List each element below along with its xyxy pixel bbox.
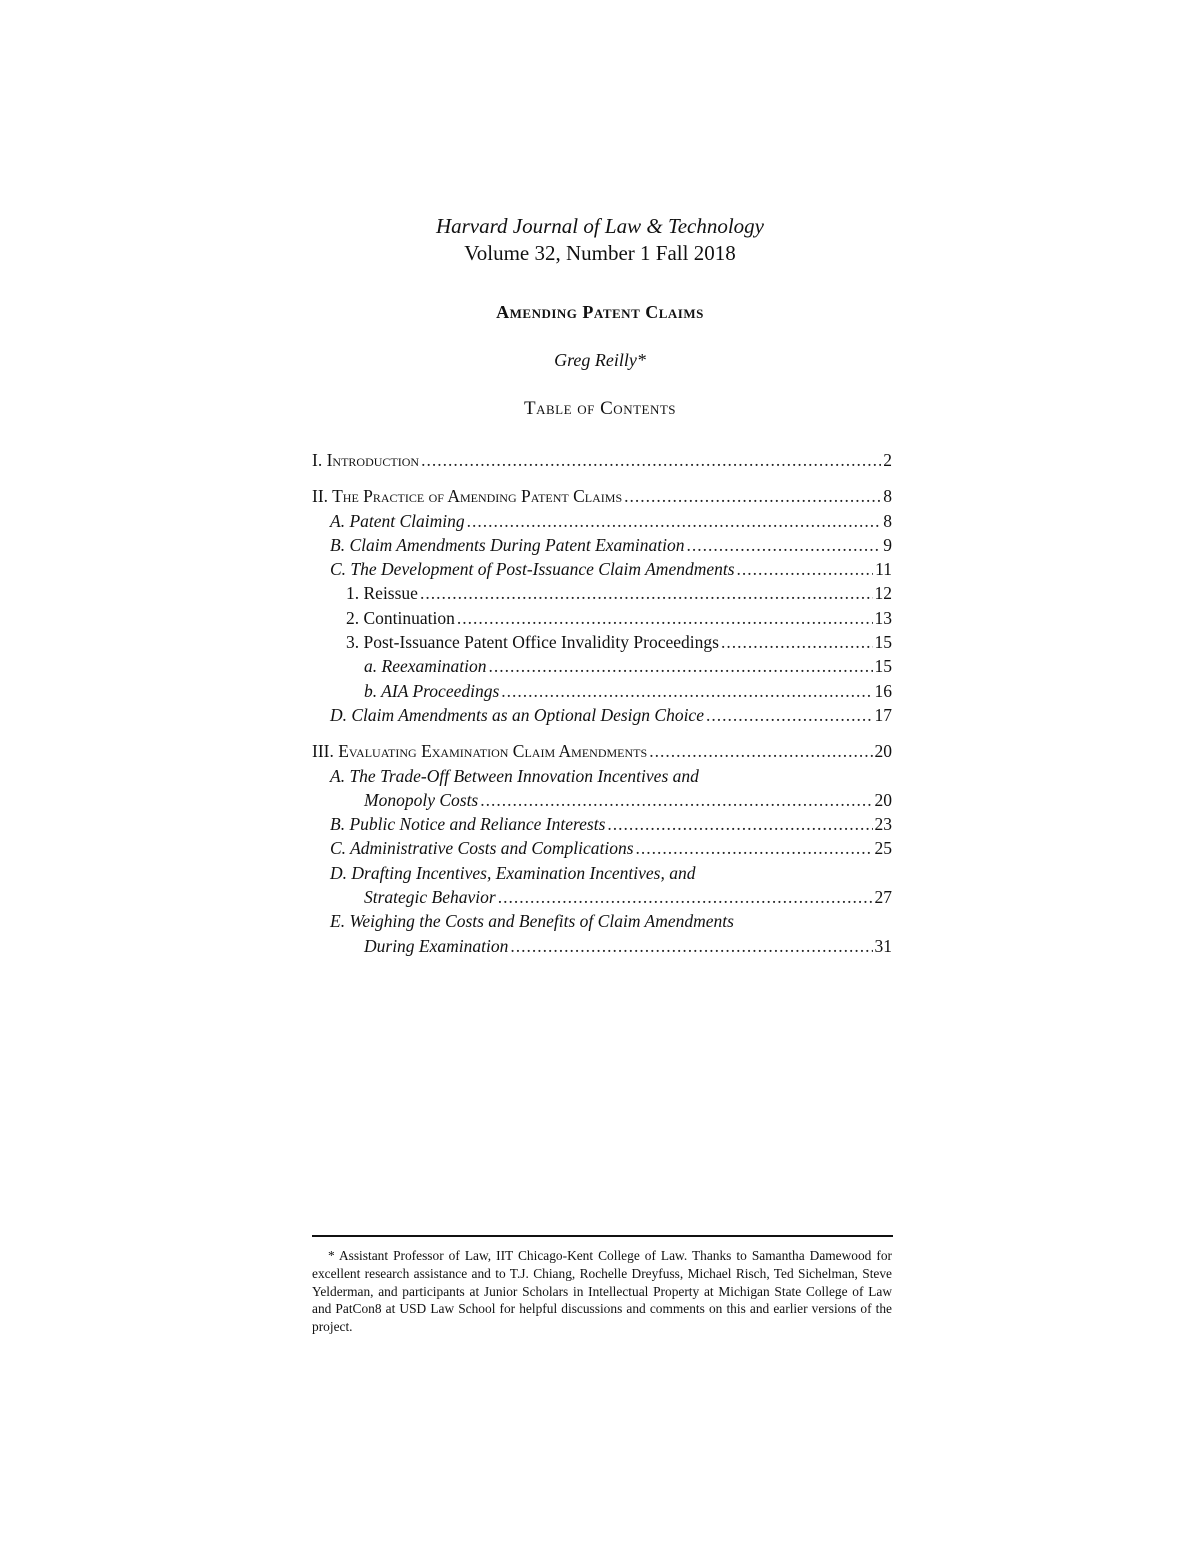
toc-entry-page: 25: [874, 838, 892, 859]
toc-leader-dots: [501, 679, 872, 703]
toc-leader-dots: [649, 739, 872, 763]
toc-leader-dots: [467, 509, 882, 533]
author-name: Greg Reilly*: [554, 350, 646, 370]
toc-entry-label: b. AIA Proceedings: [364, 680, 500, 701]
journal-volume: Volume 32, Number 1 Fall 2018: [464, 241, 736, 265]
toc-entry-page: 16: [874, 680, 892, 701]
toc-entry-label: B. Public Notice and Reliance Interests: [330, 814, 606, 835]
toc-entry-page: 15: [874, 656, 892, 677]
toc-entry-label: C. The Development of Post-Issuance Claim Amendments: [330, 559, 735, 580]
article-title: Amending Patent Claims: [496, 302, 704, 322]
toc-entry-page: 20: [874, 741, 892, 762]
toc-entry[interactable]: [312, 885, 892, 909]
footnote-divider: [312, 1235, 893, 1237]
toc-leader-dots: [498, 885, 873, 909]
toc-entry-label: 1. Reissue: [346, 583, 418, 604]
toc-entry[interactable]: [312, 484, 892, 508]
toc-entry-label: a. Reexamination: [364, 656, 487, 677]
toc-heading: Table of Contents: [523, 398, 677, 419]
toc-leader-dots: [624, 484, 881, 508]
toc-leader-dots: [706, 703, 873, 727]
toc-entry[interactable]: [312, 934, 892, 958]
toc-entry-page: 2: [883, 450, 892, 470]
toc-entry[interactable]: [312, 812, 892, 836]
toc-entry-page: 27: [874, 887, 892, 908]
toc-entry[interactable]: [312, 654, 892, 678]
toc-leader-dots: [488, 654, 872, 678]
toc-entry-label: Strategic Behavior: [364, 887, 496, 908]
toc-entry[interactable]: [312, 861, 892, 885]
toc-entry-page: 23: [874, 814, 892, 835]
toc-entry-page: 8: [883, 510, 892, 531]
toc-entry-page: 12: [874, 583, 892, 604]
toc-entry[interactable]: [312, 606, 892, 630]
toc-entry-page: 13: [874, 607, 892, 628]
toc-entry-label: D. Claim Amendments as an Optional Design Choice: [330, 704, 704, 725]
toc-entry[interactable]: [312, 909, 892, 933]
toc-leader-dots: [421, 448, 881, 472]
toc-entry-page: 31: [874, 935, 892, 956]
toc-entry-label: Monopoly Costs: [364, 789, 479, 810]
toc-entry[interactable]: [312, 509, 892, 533]
toc-entry[interactable]: [312, 581, 892, 605]
toc-entry-label: II. The Practice of Amending Patent Claims: [312, 486, 623, 507]
toc-entry-label: D. Drafting Incentives, Examination Incentives, and: [330, 862, 696, 883]
toc-leader-dots: [687, 533, 882, 557]
toc-entry-page: 15: [874, 632, 892, 653]
toc-entry[interactable]: [312, 836, 892, 860]
toc-leader-dots: [510, 934, 872, 958]
toc-leader-dots: [737, 557, 874, 581]
toc-leader-dots: [480, 788, 872, 812]
toc-leader-dots: [420, 581, 873, 605]
toc-entry-label: A. The Trade-Off Between Innovation Incentives and: [330, 765, 699, 786]
toc-entry[interactable]: [312, 630, 892, 654]
toc-entry-label: B. Claim Amendments During Patent Examination: [330, 534, 685, 555]
toc-entry-label: 3. Post-Issuance Patent Office Invalidity Proceedings: [346, 632, 719, 653]
toc-entry[interactable]: [312, 788, 892, 812]
toc-entry[interactable]: [312, 557, 892, 581]
toc-entry-page: 20: [874, 789, 892, 810]
journal-title: Harvard Journal of Law & Technology: [435, 214, 765, 238]
toc-entry-page: 11: [875, 559, 892, 580]
toc-entry-page: 8: [883, 486, 892, 507]
toc-entry-label: E. Weighing the Costs and Benefits of Claim Amendments: [330, 911, 734, 932]
toc-entry-label: A. Patent Claiming: [330, 510, 465, 531]
toc-entry[interactable]: [312, 703, 892, 727]
author-footnote: * Assistant Professor of Law, IIT Chicago-Kent College of Law. Thanks to Samantha Damewood for excellent research assistance and to T.J. Chiang, Rochelle Dreyfuss, Michael Risch, Ted Sichelman, Steve Yelderman, and participants at Junior Scholars in Intellectual Property at Michigan State College of Law and PatCon8 at USD Law School for helpful discussions and comments on this and earlier versions of the project.: [312, 1248, 892, 1335]
toc-entry[interactable]: [312, 533, 892, 557]
toc-entry[interactable]: [312, 764, 892, 788]
toc-leader-dots: [721, 630, 873, 654]
toc-leader-dots: [636, 836, 873, 860]
toc-entry-label: 2. Continuation: [346, 607, 455, 628]
toc-entry-page: 17: [874, 704, 892, 725]
toc-entry[interactable]: [312, 448, 892, 472]
toc-leader-dots: [457, 606, 873, 630]
toc-entry[interactable]: [312, 679, 892, 703]
toc-entry-label: During Examination: [364, 935, 509, 956]
toc-entry-label: I. Introduction: [312, 450, 420, 470]
toc-entry-label: C. Administrative Costs and Complications: [330, 838, 634, 859]
toc-leader-dots: [607, 812, 872, 836]
toc-entry-label: III. Evaluating Examination Claim Amendments: [312, 741, 648, 762]
toc-entry[interactable]: [312, 739, 892, 763]
table-of-contents: [312, 448, 892, 958]
toc-entry-page: 9: [883, 534, 892, 555]
